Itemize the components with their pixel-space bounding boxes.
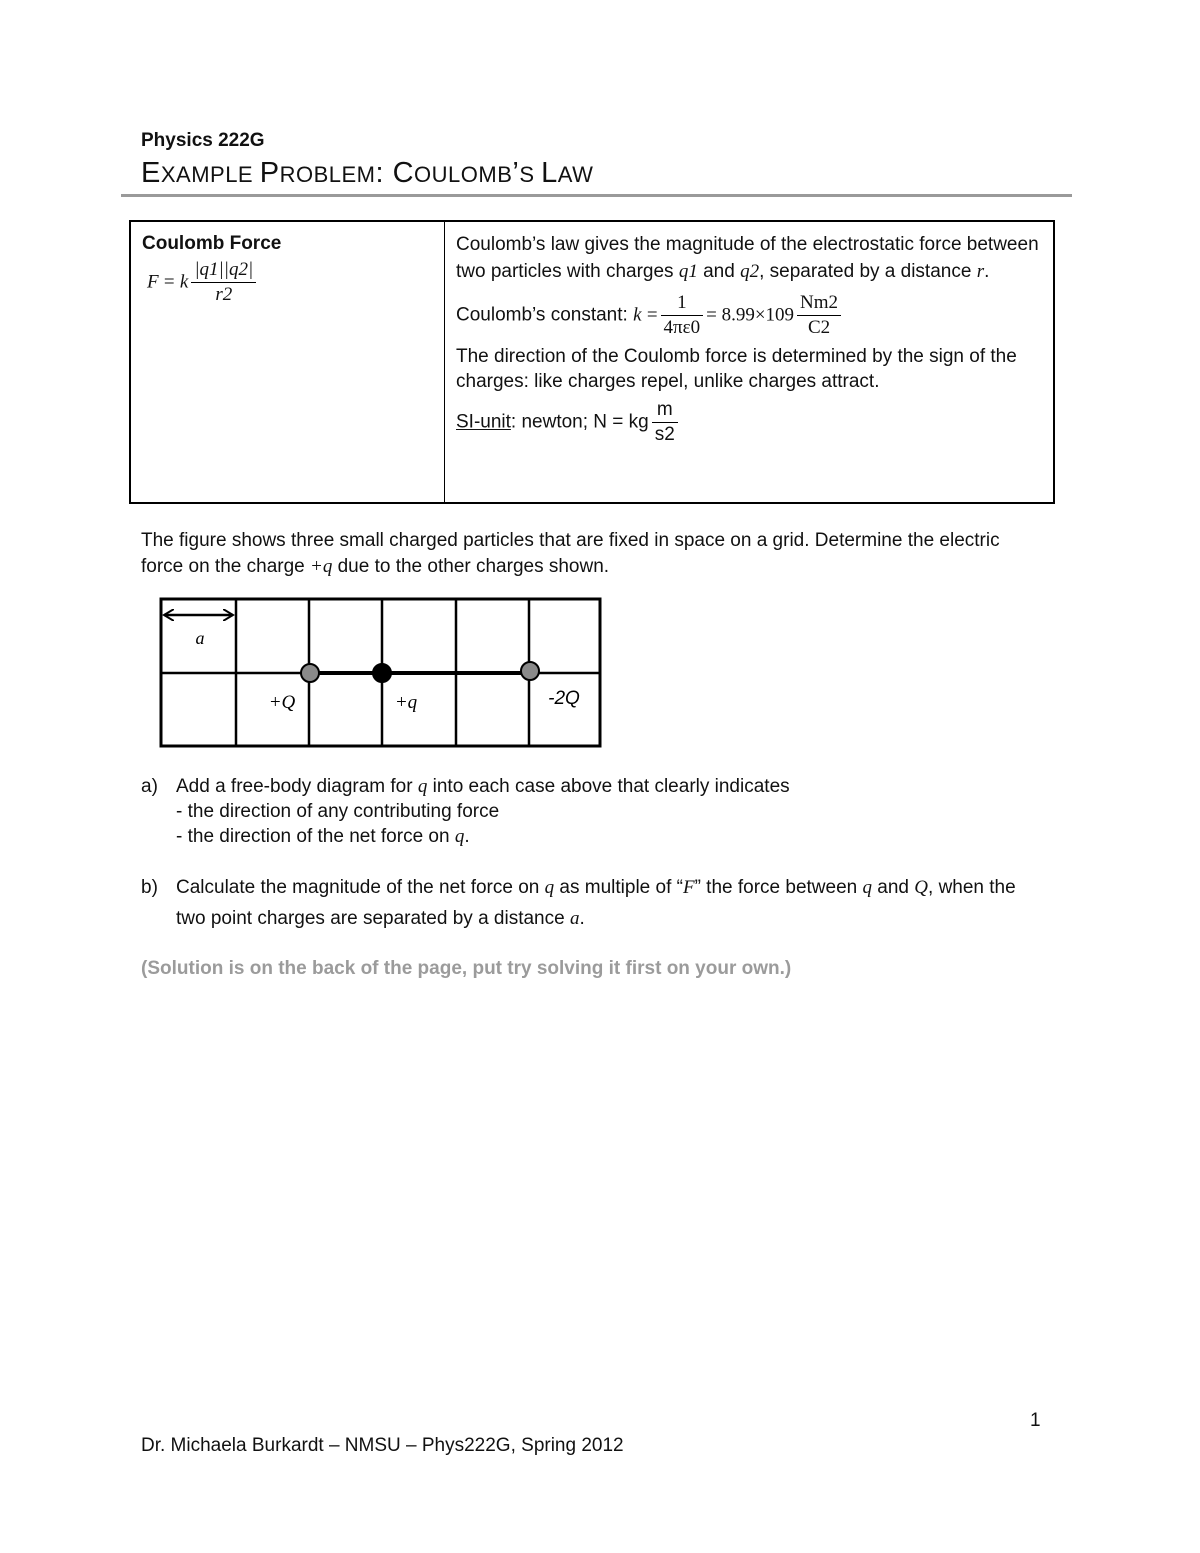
constant-fraction xyxy=(661,291,704,340)
coulomb-constant xyxy=(456,291,1046,340)
question-b-text xyxy=(176,872,1041,934)
unit-denominator: C2 xyxy=(807,317,831,338)
footer: Dr. Michaela Burkardt – NMSU – Phys222G, Spring 2012 xyxy=(141,1435,624,1456)
charge-plus-Q-label: +Q xyxy=(268,692,296,713)
title-part: L xyxy=(541,157,558,189)
title-part: ’ xyxy=(512,157,520,189)
description-paragraph xyxy=(456,231,1046,285)
question-b-label: b) xyxy=(141,877,158,898)
formula-numerator: |q1||q2| xyxy=(191,258,256,283)
formula-fraction xyxy=(191,258,256,307)
qb-q: q xyxy=(862,877,873,898)
formula-lhs: F xyxy=(147,271,159,293)
qa-text: into each case above that clearly indicates xyxy=(432,776,790,797)
title-part: XAMPLE xyxy=(160,162,260,187)
question-a xyxy=(141,774,1041,849)
problem-text: due to the other charges shown. xyxy=(337,556,610,577)
question-a-label: a) xyxy=(141,776,158,797)
direction-text: The direction of the Coulomb force is determined by the sign of the charges: like charges repel, unlike charges attract. xyxy=(456,346,1017,392)
charge-plus-q-dot xyxy=(373,664,391,682)
si-denominator: s2 xyxy=(654,424,675,445)
constant-k: k xyxy=(633,304,642,326)
problem-statement xyxy=(141,528,1041,580)
title-part: AW xyxy=(557,162,594,187)
constant-equals: = xyxy=(646,304,658,326)
qb-Q: Q xyxy=(914,877,929,898)
desc-and: and xyxy=(703,261,735,282)
coulomb-description xyxy=(456,231,1046,447)
course-title: Physics 222G xyxy=(141,130,265,151)
column-divider xyxy=(444,222,445,502)
si-unit-text: : newton; N = kg xyxy=(510,411,649,433)
qa-text: - the direction of the net force on xyxy=(176,826,450,847)
desc-r: r xyxy=(976,261,985,282)
spacing-label: a xyxy=(195,628,205,648)
charge-plus-q-label: +q xyxy=(394,692,418,713)
charge-minus-2Q-dot xyxy=(521,662,539,680)
formula-k: k xyxy=(179,271,189,293)
summary-box xyxy=(129,220,1055,504)
page-title xyxy=(141,157,593,190)
qb-text: and xyxy=(877,877,909,898)
constant-denominator: 4πε0 xyxy=(663,317,701,338)
qb-text: Calculate the magnitude of the net force on xyxy=(176,877,540,898)
qb-text: as multiple of “ xyxy=(559,877,683,898)
desc-text: Coulomb’s law gives the magnitude of the electrostatic force between two particles with charges xyxy=(456,234,1039,282)
qb-text: ” the force between xyxy=(694,877,858,898)
problem-charge: +q xyxy=(310,556,333,577)
si-unit-fraction xyxy=(652,398,678,447)
question-b xyxy=(141,872,1041,934)
charge-grid-figure xyxy=(158,596,604,750)
title-part: P xyxy=(259,157,280,189)
constant-numerator: 1 xyxy=(661,291,704,316)
qb-text: . xyxy=(579,908,585,929)
qb-F: F xyxy=(682,877,695,898)
page-number: 1 xyxy=(1030,1410,1041,1431)
formula-equals: = xyxy=(163,271,175,293)
qa-text: . xyxy=(464,826,470,847)
charge-plus-Q-dot xyxy=(301,664,319,682)
formula-denominator: r2 xyxy=(215,284,233,305)
constant-label: Coulomb’s constant: xyxy=(456,304,628,326)
charge-minus-2Q-label: -2Q xyxy=(548,688,580,709)
si-numerator: m xyxy=(652,398,678,423)
solution-note: (Solution is on the back of the page, put try solving it first on your own.) xyxy=(141,958,792,979)
qb-text: , when the two point charges are separated by a distance xyxy=(176,877,1016,929)
qa-q: q xyxy=(417,776,428,797)
si-unit-label: SI-unit xyxy=(456,411,511,433)
desc-q1: q1 xyxy=(678,261,698,282)
title-part: : C xyxy=(375,157,415,189)
constant-unit xyxy=(797,291,841,340)
desc-q2: q2 xyxy=(740,261,760,282)
qa-text: Add a free-body diagram for xyxy=(176,776,413,797)
constant-value: = 8.99×109 xyxy=(706,304,795,326)
desc-text: , separated by a distance xyxy=(759,261,972,282)
desc-text: . xyxy=(984,261,990,282)
si-unit xyxy=(456,398,1046,447)
title-part: E xyxy=(141,157,161,189)
problem-text: The figure shows three small charged particles that are fixed in space on a grid. Determine the electric force on the charge xyxy=(141,530,1000,577)
coulomb-force-heading: Coulomb Force xyxy=(142,233,282,254)
title-rule xyxy=(121,194,1072,197)
question-a-text xyxy=(176,774,1041,849)
coulomb-force-formula xyxy=(147,258,259,307)
qb-a: a xyxy=(569,908,580,929)
qa-q: q xyxy=(454,826,465,847)
qb-q: q xyxy=(544,877,555,898)
title-part: ROBLEM xyxy=(279,162,376,187)
unit-numerator: Nm2 xyxy=(797,291,841,316)
question-a-line xyxy=(176,774,1041,799)
title-part: OULOMB xyxy=(414,162,513,187)
question-a-line xyxy=(176,824,1041,849)
question-a-line: - the direction of any contributing force xyxy=(176,801,500,822)
title-part: S xyxy=(519,162,542,187)
